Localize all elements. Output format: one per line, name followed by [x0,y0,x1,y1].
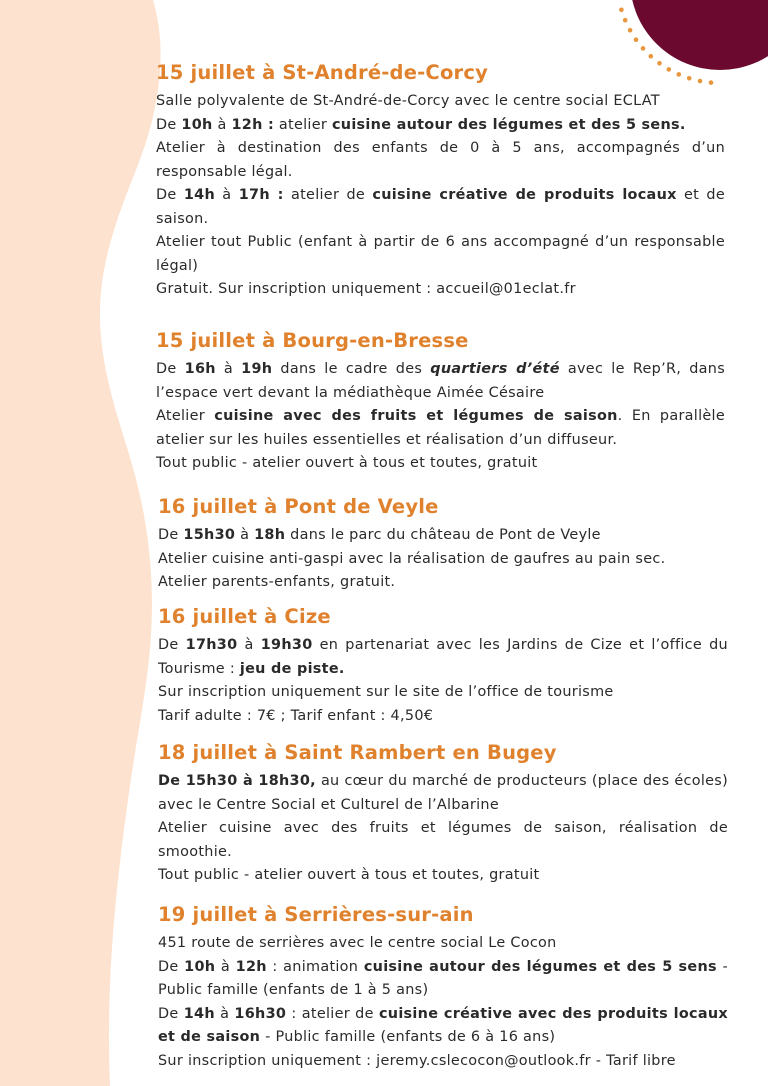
event-registration: Sur inscription uniquement : jeremy.cslecocon@outlook.fr - Tarif libre [158,1052,676,1069]
event-saint-rambert-en-bugey [158,740,728,888]
event-title: 16 juillet à Pont de Veyle [158,495,439,518]
event-schedule: De 15h30 à 18h dans le parc du château de Pont de Veyle [158,527,601,543]
event-cize [158,604,728,728]
event-audience: Atelier parents-enfants, gratuit. [158,574,396,590]
event-afternoon-schedule: De 14h à 17h : atelier de cuisine créative de produits locaux et de saison. [156,187,725,227]
event-schedule: De 16h à 19h dans le cadre des quartiers d’été avec le Rep’R, dans l’espace vert devant la médiathèque Aimée Césaire [156,361,725,401]
event-audience-morning: Atelier à destination des enfants de 0 à 5 ans, accompagnés d’un responsable légal. [156,140,725,180]
event-morning-schedule: De 10h à 12h : atelier cuisine autour des légumes et des 5 sens. [156,116,686,133]
event-audience-afternoon: Atelier tout Public (enfant à partir de 6 ans accompagné d’un responsable légal) [156,234,725,274]
event-venue: Salle polyvalente de St-André-de-Corcy avec le centre social ECLAT [156,93,660,109]
event-schedule: De 15h30 à 18h30, au cœur du marché de producteurs (place des écoles) avec le Centre Social et Culturel de l’Albarine [158,773,728,813]
event-title: 19 juillet à Serrières-sur-ain [158,903,474,926]
event-audience: Tout public - atelier ouvert à tous et toutes, gratuit [158,867,540,883]
event-pont-de-veyle [158,494,728,595]
event-st-andre-de-corcy [156,60,725,302]
event-venue: 451 route de serrières avec le centre social Le Cocon [158,935,557,951]
event-title: 16 juillet à Cize [158,605,331,628]
event-title: 18 juillet à Saint Rambert en Bugey [158,741,557,764]
event-audience: Tout public - atelier ouvert à tous et toutes, gratuit [156,455,538,471]
event-registration: Gratuit. Sur inscription uniquement : accueil@01eclat.fr [156,281,576,297]
event-serrieres-sur-ain [158,902,728,1073]
event-morning-schedule: De 10h à 12h : animation cuisine autour des légumes et des 5 sens - Public famille (enfants de 1 à 5 ans) [158,958,728,998]
event-afternoon-schedule: De 14h à 16h30 : atelier de cuisine créative avec des produits locaux et de saison - Public famille (enfants de 6 à 16 ans) [158,1005,728,1045]
event-description: Atelier cuisine avec des fruits et légumes de saison, réalisation de smoothie. [158,820,728,860]
event-description: Atelier cuisine avec des fruits et légumes de saison. En parallèle atelier sur les huiles essentielles et réalisation d’un diffuseur. [156,408,725,448]
event-prices: Tarif adulte : 7€ ; Tarif enfant : 4,50€ [158,707,434,724]
event-description: Atelier cuisine anti-gaspi avec la réalisation de gaufres au pain sec. [158,550,666,567]
event-title: 15 juillet à St-André-de-Corcy [156,61,489,84]
event-registration: Sur inscription uniquement sur le site de l’office de tourisme [158,684,614,700]
event-schedule: De 17h30 à 19h30 en partenariat avec les Jardins de Cize et l’office du Tourisme : jeu de piste. [158,637,728,677]
event-title: 15 juillet à Bourg-en-Bresse [156,329,469,352]
event-bourg-en-bresse [156,328,725,476]
